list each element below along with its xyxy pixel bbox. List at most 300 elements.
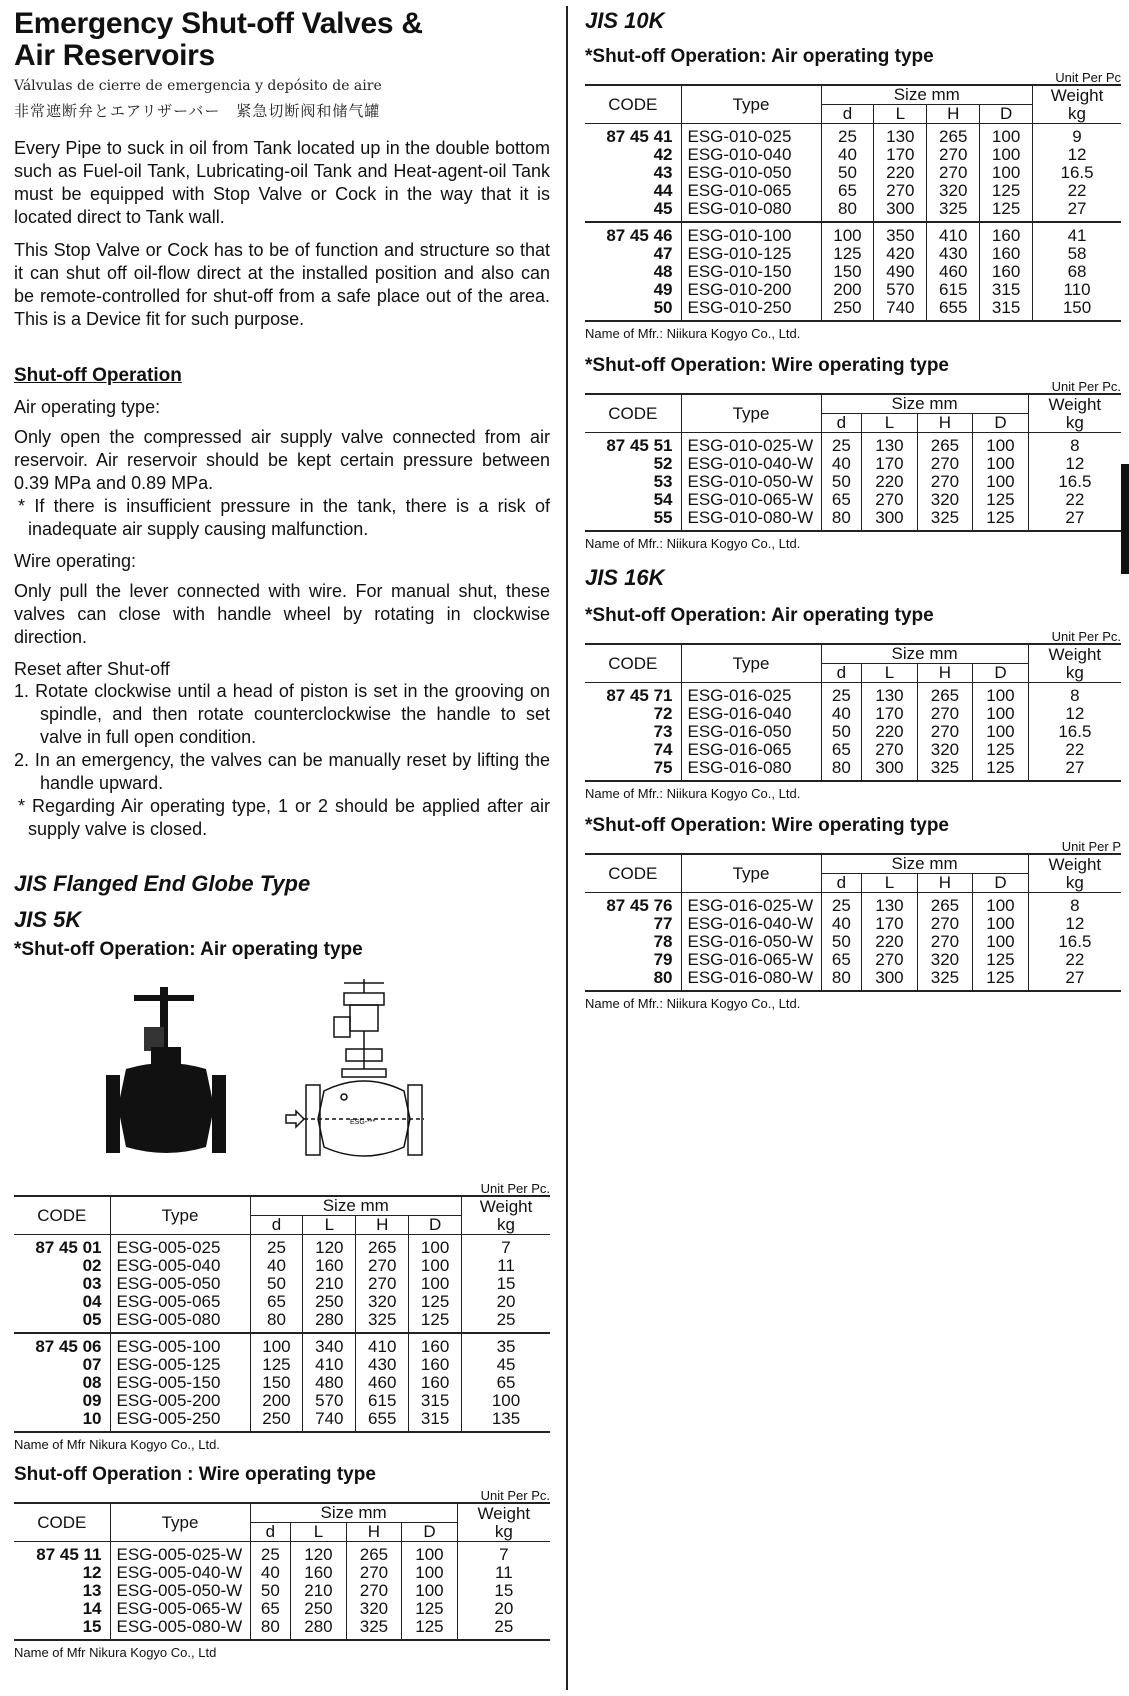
type-cell: ESG-005-040: [110, 1257, 250, 1275]
table-row: [14, 1356, 550, 1374]
size-header: Size mm: [821, 85, 1033, 105]
size-cell: 130: [862, 683, 918, 706]
size-cell: 280: [303, 1311, 356, 1333]
table-row: [585, 473, 1121, 491]
size-cell: 210: [291, 1582, 347, 1600]
size-cell: 315: [409, 1392, 462, 1410]
size-cell: 150: [821, 263, 874, 281]
jis16k-wire-unit: Unit Per P: [1061, 839, 1121, 854]
reset-note: * Regarding Air operating type, 1 or 2 should be applied after air supply valve is closed.: [18, 796, 550, 839]
size-cell: 210: [303, 1275, 356, 1293]
type-cell: ESG-005-125: [110, 1356, 250, 1374]
size-cell: 350: [874, 222, 927, 245]
size-h-header: H: [917, 664, 973, 683]
size-cell: 325: [917, 509, 973, 531]
jis10k-air-table: [585, 84, 1121, 322]
jis5k-wire-table: [14, 1502, 550, 1641]
table-header: [585, 85, 1121, 124]
table-row: [14, 1275, 550, 1293]
size-cell: 125: [402, 1600, 458, 1618]
weight-label: Weight: [1050, 85, 1104, 105]
type-cell: ESG-005-025: [110, 1235, 250, 1258]
size-cell: 270: [862, 491, 918, 509]
weight-header: [1033, 85, 1121, 124]
weight-cell: 22: [1033, 182, 1121, 200]
code-cell: 77: [653, 914, 673, 933]
jis5k-air-table: [14, 1195, 550, 1433]
type-cell: ESG-010-025: [681, 124, 821, 147]
type-cell: ESG-016-025: [681, 683, 821, 706]
type-header: Type: [681, 854, 821, 893]
size-cell: 160: [409, 1374, 462, 1392]
size-cell: 65: [250, 1293, 303, 1311]
type-cell: ESG-016-050-W: [681, 933, 821, 951]
weight-cell: 16.5: [1028, 723, 1121, 741]
weight-unit-label: kg: [497, 1214, 516, 1234]
table-row: [14, 1542, 550, 1565]
size-cell: 160: [980, 245, 1033, 263]
size-cell: 80: [821, 759, 862, 781]
weight-cell: 8: [1028, 893, 1121, 916]
size-cell: 270: [917, 705, 973, 723]
weight-label: Weight: [477, 1503, 531, 1523]
size-cell: 50: [821, 723, 862, 741]
size-cell: 125: [409, 1311, 462, 1333]
jis10k-air-mfr: Name of Mfr.: Niikura Kogyo Co., Ltd.: [585, 326, 801, 341]
size-cell: 570: [874, 281, 927, 299]
weight-cell: 16.5: [1028, 473, 1121, 491]
weight-cell: 45: [462, 1356, 550, 1374]
size-cell: 320: [917, 741, 973, 759]
weight-cell: 16.5: [1028, 933, 1121, 951]
size-cell: 25: [821, 124, 874, 147]
weight-unit-label: kg: [494, 1521, 513, 1541]
size-cell: 125: [973, 759, 1029, 781]
size-cell: 50: [821, 473, 862, 491]
code-cell: 87 45 71: [606, 686, 673, 705]
type-cell: ESG-010-040-W: [681, 455, 821, 473]
shutoff-operation-heading: Shut-off Operation: [14, 365, 182, 386]
weight-cell: 27: [1033, 200, 1121, 222]
size-cell: 325: [917, 969, 973, 991]
size-cell: 100: [973, 433, 1029, 456]
size-cell: 150: [250, 1374, 303, 1392]
size-cell: 320: [917, 491, 973, 509]
code-cell: 87 45 11: [36, 1545, 102, 1564]
size-d-outer-header: D: [973, 414, 1029, 433]
code-cell: 05: [14, 1311, 110, 1333]
jis16k-air-title: *Shut-off Operation: Air operating type: [585, 605, 934, 626]
type-cell: ESG-010-125: [681, 245, 821, 263]
size-cell: 100: [973, 893, 1029, 916]
subtitle-spanish: Válvulas de cierre de emergencia y depósito de aire: [14, 78, 382, 94]
size-cell: 40: [821, 705, 862, 723]
weight-header: [457, 1503, 550, 1542]
type-cell: ESG-010-080: [681, 200, 821, 222]
weight-cell: 27: [1028, 969, 1121, 991]
table-row: [585, 893, 1121, 916]
size-cell: 270: [927, 164, 980, 182]
size-cell: 125: [973, 969, 1029, 991]
size-cell: 100: [973, 705, 1029, 723]
size-d-outer-header: D: [402, 1523, 458, 1542]
size-cell: 160: [980, 263, 1033, 281]
size-d-header: d: [250, 1523, 291, 1542]
size-cell: 270: [917, 723, 973, 741]
column-divider: [566, 6, 568, 1690]
size-cell: 220: [862, 473, 918, 491]
size-cell: 740: [874, 299, 927, 321]
code-cell: 79: [653, 950, 673, 969]
header-row: [14, 1196, 550, 1216]
table-body: [585, 433, 1121, 532]
size-cell: 100: [973, 683, 1029, 706]
size-cell: 270: [862, 741, 918, 759]
size-cell: 50: [250, 1582, 291, 1600]
size-cell: 160: [409, 1333, 462, 1356]
air-operating-label: Air operating type:: [14, 397, 161, 417]
size-cell: 320: [356, 1293, 409, 1311]
code-cell: 14: [82, 1599, 102, 1618]
weight-cell: 58: [1033, 245, 1121, 263]
size-cell: 410: [356, 1333, 409, 1356]
type-cell: ESG-005-200: [110, 1392, 250, 1410]
size-cell: 280: [291, 1618, 347, 1640]
air-operating-text: Only open the compressed air supply valve connected from air reservoir. Air reservoir should be kept certain pressure between 0.39 MPa and 0.89 MPa.: [14, 427, 550, 493]
type-header: Type: [681, 644, 821, 683]
type-cell: ESG-010-025-W: [681, 433, 821, 456]
jis16k-wire-table: [585, 853, 1121, 992]
size-l-header: L: [862, 874, 918, 893]
table-body: [585, 683, 1121, 782]
size-d-header: d: [821, 105, 874, 124]
size-h-header: H: [917, 414, 973, 433]
weight-cell: 7: [462, 1235, 550, 1258]
code-cell: 03: [82, 1274, 102, 1293]
type-cell: ESG-016-050: [681, 723, 821, 741]
size-cell: 170: [862, 915, 918, 933]
weight-cell: 27: [1028, 759, 1121, 781]
weight-unit-label: kg: [1065, 662, 1084, 682]
weight-cell: 12: [1033, 146, 1121, 164]
type-cell: ESG-016-080-W: [681, 969, 821, 991]
jis16k-heading: JIS 16K: [585, 565, 665, 590]
size-cell: 270: [356, 1275, 409, 1293]
size-cell: 50: [821, 164, 874, 182]
weight-cell: 16.5: [1033, 164, 1121, 182]
code-cell: 44: [653, 181, 673, 200]
size-cell: 615: [356, 1392, 409, 1410]
size-cell: 270: [346, 1582, 402, 1600]
code-cell: 48: [653, 262, 673, 281]
header-row: [585, 644, 1121, 664]
size-cell: 80: [250, 1618, 291, 1640]
table-header: [585, 644, 1121, 683]
size-h-header: H: [356, 1216, 409, 1235]
size-l-header: L: [291, 1523, 347, 1542]
title-line-2: Air Reservoirs: [14, 39, 215, 72]
size-cell: 100: [250, 1333, 303, 1356]
size-cell: 40: [821, 915, 862, 933]
size-d-header: d: [821, 664, 862, 683]
size-cell: 170: [874, 146, 927, 164]
size-cell: 125: [821, 245, 874, 263]
code-cell: 15: [14, 1618, 110, 1640]
size-h-header: H: [346, 1523, 402, 1542]
jis16k-wire-mfr: Name of Mfr.: Niikura Kogyo Co., Ltd.: [585, 996, 801, 1011]
table-row: [585, 509, 1121, 531]
type-cell: ESG-005-050: [110, 1275, 250, 1293]
type-cell: ESG-010-200: [681, 281, 821, 299]
subtitle-japanese: 非常遮断弁とエアリザーバー 紧急切断阀和储气罐: [14, 103, 381, 120]
size-cell: 265: [917, 433, 973, 456]
weight-cell: 65: [462, 1374, 550, 1392]
table-body: [585, 124, 1121, 223]
code-cell: 87 45 41: [606, 127, 673, 146]
size-l-header: L: [303, 1216, 356, 1235]
jis16k-air-unit: Unit Per Pc.: [1051, 629, 1121, 644]
size-cell: 570: [303, 1392, 356, 1410]
code-cell: 04: [82, 1292, 102, 1311]
type-header: Type: [681, 85, 821, 124]
header-row: [14, 1503, 550, 1523]
size-cell: 460: [356, 1374, 409, 1392]
size-cell: 100: [973, 473, 1029, 491]
type-cell: ESG-005-025-W: [110, 1542, 250, 1565]
size-cell: 125: [409, 1293, 462, 1311]
size-cell: 270: [874, 182, 927, 200]
type-cell: ESG-010-150: [681, 263, 821, 281]
size-cell: 160: [303, 1257, 356, 1275]
air-operating-note: * If there is insufficient pressure in the tank, there is a risk of inadequate air supply causing malfunction.: [18, 496, 550, 539]
type-header: Type: [681, 394, 821, 433]
size-cell: 130: [862, 433, 918, 456]
weight-header: [1028, 394, 1121, 433]
size-cell: 315: [409, 1410, 462, 1432]
size-d-header: d: [250, 1216, 303, 1235]
size-cell: 320: [346, 1600, 402, 1618]
type-cell: ESG-010-250: [681, 299, 821, 321]
code-cell: 52: [653, 454, 673, 473]
page-edge-tab: [1121, 464, 1129, 574]
valve-images: [14, 979, 550, 1179]
header-row: [585, 854, 1121, 874]
size-d-outer-header: D: [980, 105, 1033, 124]
wire-operating-text: Only pull the lever connected with wire. For manual shut, these valves can close with handle wheel by rotating in clockwise direction.: [14, 581, 550, 647]
size-cell: 65: [250, 1600, 291, 1618]
table-row: [14, 1582, 550, 1600]
left-column: [14, 8, 550, 1660]
size-cell: 270: [917, 455, 973, 473]
size-cell: 80: [821, 200, 874, 222]
weight-cell: 11: [457, 1564, 550, 1582]
size-cell: 265: [356, 1235, 409, 1258]
weight-cell: 41: [1033, 222, 1121, 245]
size-d-header: d: [821, 874, 862, 893]
code-cell: 55: [585, 509, 681, 531]
type-cell: ESG-005-065-W: [110, 1600, 250, 1618]
size-cell: 80: [821, 509, 862, 531]
size-cell: 120: [303, 1235, 356, 1258]
table-row: [585, 124, 1121, 147]
weight-cell: 9: [1033, 124, 1121, 147]
size-cell: 125: [973, 741, 1029, 759]
weight-label: Weight: [479, 1196, 533, 1216]
size-l-header: L: [862, 664, 918, 683]
size-cell: 250: [303, 1293, 356, 1311]
size-cell: 270: [346, 1564, 402, 1582]
code-cell: 87 45 51: [606, 436, 673, 455]
size-header: Size mm: [250, 1196, 462, 1216]
size-cell: 490: [874, 263, 927, 281]
size-cell: 410: [303, 1356, 356, 1374]
type-cell: ESG-010-100: [681, 222, 821, 245]
table-row: [14, 1235, 550, 1258]
weight-header: [462, 1196, 550, 1235]
size-cell: 65: [821, 491, 862, 509]
table-row: [585, 245, 1121, 263]
weight-cell: 25: [457, 1618, 550, 1640]
code-cell: 78: [653, 932, 673, 951]
size-cell: 250: [250, 1410, 303, 1432]
size-cell: 100: [980, 164, 1033, 182]
size-d-outer-header: D: [973, 874, 1029, 893]
size-cell: 80: [821, 969, 862, 991]
size-cell: 25: [250, 1235, 303, 1258]
table-row: [585, 299, 1121, 321]
type-header: Type: [110, 1503, 250, 1542]
table-row: [585, 146, 1121, 164]
type-cell: ESG-005-150: [110, 1374, 250, 1392]
size-h-header: H: [917, 874, 973, 893]
jis5k-wire-unit: Unit Per Pc.: [480, 1488, 550, 1503]
size-cell: 100: [973, 455, 1029, 473]
weight-cell: 15: [457, 1582, 550, 1600]
size-header: Size mm: [821, 854, 1028, 874]
table-body: [14, 1542, 550, 1641]
size-cell: 270: [917, 473, 973, 491]
table-body: [14, 1333, 550, 1432]
table-row: [14, 1564, 550, 1582]
size-cell: 125: [973, 491, 1029, 509]
code-cell: 73: [653, 722, 673, 741]
size-cell: 270: [356, 1257, 409, 1275]
size-cell: 615: [927, 281, 980, 299]
size-cell: 300: [874, 200, 927, 222]
header-row: [585, 85, 1121, 105]
size-cell: 160: [409, 1356, 462, 1374]
jis5k-air-mfr: Name of Mfr Nikura Kogyo Co., Ltd.: [14, 1437, 220, 1452]
code-header: CODE: [14, 1503, 110, 1542]
size-cell: 300: [862, 969, 918, 991]
size-cell: 265: [927, 124, 980, 147]
table-row: [14, 1410, 550, 1432]
size-cell: 265: [917, 893, 973, 916]
type-cell: ESG-010-050: [681, 164, 821, 182]
valve-drawing: [284, 979, 454, 1169]
size-cell: 100: [980, 146, 1033, 164]
size-cell: 270: [917, 933, 973, 951]
code-cell: 74: [653, 740, 673, 759]
size-cell: 270: [862, 951, 918, 969]
size-cell: 325: [346, 1618, 402, 1640]
size-cell: 25: [821, 433, 862, 456]
weight-cell: 22: [1028, 491, 1121, 509]
jis10k-heading: JIS 10K: [585, 8, 665, 33]
code-cell: 13: [82, 1581, 102, 1600]
size-cell: 65: [821, 951, 862, 969]
size-cell: 50: [250, 1275, 303, 1293]
table-row: [585, 200, 1121, 222]
code-cell: 07: [82, 1355, 102, 1374]
weight-cell: 8: [1028, 683, 1121, 706]
code-cell: 08: [82, 1373, 102, 1392]
size-cell: 265: [917, 683, 973, 706]
weight-cell: 22: [1028, 741, 1121, 759]
table-row: [14, 1333, 550, 1356]
right-column: [585, 8, 1121, 1011]
type-cell: ESG-005-250: [110, 1410, 250, 1432]
jis16k-air-table: [585, 643, 1121, 782]
type-cell: ESG-016-065-W: [681, 951, 821, 969]
code-cell: 54: [653, 490, 673, 509]
size-cell: 125: [980, 182, 1033, 200]
size-h-header: H: [927, 105, 980, 124]
weight-cell: 11: [462, 1257, 550, 1275]
size-cell: 265: [346, 1542, 402, 1565]
size-cell: 80: [250, 1311, 303, 1333]
table-header: [14, 1196, 550, 1235]
table-row: [585, 933, 1121, 951]
weight-cell: 68: [1033, 263, 1121, 281]
reset-step-1: 1. Rotate clockwise until a head of piston is set in the grooving on spindle, and then rotate counterclockwise the handle to set valve in full open condition.: [14, 681, 550, 747]
weight-cell: 135: [462, 1410, 550, 1432]
valve-photo: [106, 987, 226, 1167]
size-header: Size mm: [821, 644, 1028, 664]
type-cell: ESG-005-100: [110, 1333, 250, 1356]
jis10k-wire-table: [585, 393, 1121, 532]
svg-text:ESG-***: ESG-***: [350, 1119, 376, 1126]
size-cell: 315: [980, 281, 1033, 299]
jis10k-air-unit: Unit Per Pc: [1055, 70, 1121, 85]
intro-paragraph-2: This Stop Valve or Cock has to be of function and structure so that it can shut off oil-flow direct at the installed position and also can be remote-controlled for shut-off from a safe place out of the area. This is a Device fit for such purpose.: [14, 240, 550, 329]
size-header: Size mm: [821, 394, 1028, 414]
type-cell: ESG-010-065: [681, 182, 821, 200]
size-cell: 125: [402, 1618, 458, 1640]
size-cell: 410: [927, 222, 980, 245]
type-cell: ESG-016-065: [681, 741, 821, 759]
weight-unit-label: kg: [1065, 872, 1084, 892]
weight-cell: 8: [1028, 433, 1121, 456]
jis5k-air-unit: Unit Per Pc.: [480, 1181, 550, 1196]
size-header: Size mm: [250, 1503, 457, 1523]
size-d-outer-header: D: [973, 664, 1029, 683]
weight-cell: 12: [1028, 915, 1121, 933]
size-cell: 100: [402, 1564, 458, 1582]
size-cell: 40: [821, 146, 874, 164]
code-cell: 75: [585, 759, 681, 781]
flanged-heading: JIS Flanged End Globe Type: [14, 871, 311, 896]
header-row: [585, 394, 1121, 414]
size-cell: 120: [291, 1542, 347, 1565]
size-cell: 300: [862, 759, 918, 781]
size-cell: 100: [973, 933, 1029, 951]
jis10k-wire-mfr: Name of Mfr.: Niikura Kogyo Co., Ltd.: [585, 536, 801, 551]
code-cell: 42: [653, 145, 673, 164]
jis16k-wire-title: *Shut-off Operation: Wire operating type: [585, 815, 949, 836]
type-cell: ESG-010-050-W: [681, 473, 821, 491]
size-cell: 740: [303, 1410, 356, 1432]
